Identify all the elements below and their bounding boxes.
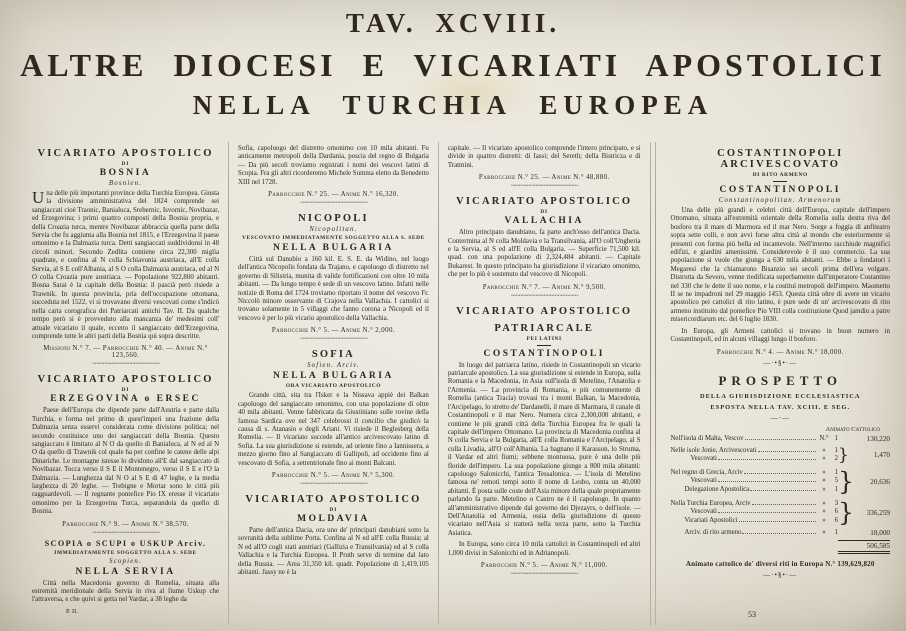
group-brace: } xyxy=(838,498,854,528)
paragraph: In Europa, sono circa 10 mila cattolici in Costantinopoli ed altri 1,000 divisi in Salonicchi ed in Adrianopoli. xyxy=(447,541,641,557)
section-subheading: IMMEDIATAMENTE SOGGETTO ALLA S. SEDE xyxy=(54,549,197,556)
table-row xyxy=(671,529,839,538)
row-label: Vescovati xyxy=(690,455,717,463)
table-group xyxy=(671,445,891,465)
row-label: Nella Turchia Europea, Arciv xyxy=(670,499,751,507)
table-total-row xyxy=(671,540,891,554)
row-mark: » xyxy=(822,516,826,524)
squiggle-divider xyxy=(32,361,219,368)
section-heading: VICARIATO APOSTOLICO xyxy=(37,148,214,159)
section-heading: NICOPOLI xyxy=(298,213,369,225)
table-row xyxy=(671,477,839,486)
section-subheading: PEI LATINI xyxy=(526,335,562,342)
row-count: 1 xyxy=(834,468,838,476)
table-row xyxy=(671,455,839,464)
squiggle-divider xyxy=(32,530,219,537)
section-heading: VICARIATO APOSTOLICO xyxy=(37,374,214,386)
stats-line: Parrocchie N.° 5. — Anime N.° 2,000. xyxy=(271,327,395,335)
group-value: 336,259 xyxy=(866,508,890,517)
row-mark: » xyxy=(822,446,826,454)
stats-line: Parrocchie N.° 9. — Anime N.° 38,570. xyxy=(62,520,189,528)
paragraph: Parte dell'antica Dacia, ora uno de' principati danubiani sotto la sovranità della sublime Porta. Confina al N ed all'E colla Russia; al N ed all'O cogli stati austriaci (Gallizia e Transilvania) ed al S colla Vallachia e la Turchia Europea. Il Pruth serve di termine dal lato della Russia. — Area 31,350 kil. quadr. Popolazione di 1,419,105 abitanti. Jassy ne è la xyxy=(238,526,429,576)
group-brace: } xyxy=(838,445,849,466)
leader-dots xyxy=(752,504,816,505)
row-mark: » xyxy=(822,508,826,516)
table-group xyxy=(671,529,891,538)
row-mark: » xyxy=(822,477,826,485)
paragraph: In Europa, gli Armeni cattolici si trovano in buon numero in Costantinopoli, ed in alcuni villaggi lungo il bosforo. xyxy=(670,327,890,344)
row-label: Arciv. di rito armeno xyxy=(684,529,742,537)
stats-line: Parrocchie N.° 7. — Anime N.° 9,500. xyxy=(482,283,606,291)
table-footer-line: Animato cattolico de' diversi riti in Europa N.° 139,629,820 xyxy=(685,559,875,568)
region-heading: NELLA SERVIA xyxy=(75,566,176,577)
row-count: 3 xyxy=(834,499,838,507)
row-count: 1 xyxy=(834,485,838,493)
column-1 xyxy=(26,142,225,625)
row-mark: » xyxy=(822,468,826,476)
squiggle-divider xyxy=(238,200,429,207)
row-mark: N.° xyxy=(819,434,829,442)
section-heading-2: PATRIARCALE xyxy=(494,322,595,334)
paragraph: Grande città, sita tra l'Isker e la Nissava appiè dei Balkan capoluogo del sangiaccato omonimo, con una popolazione di oltre 40 mila abitanti. Venne fabbricata da Giustiniano sulle rovine della famosa Sardica ove nel 347 celebrossi il concilio che giudicò la causa di s. Atanasio e degli Ariani. Vi risiede il Beglesberg della Romelia. — Il vicariato succede all'antico arcivescovato latino di Sofia. La sua giurisdizione si estende, ad oriente fino a Iannissera, a mezzo giorno fino al Sangiaccato di Gallipoli, ad occidente fino al vescovato di Sofia, a settentrionale fino ai monti Balcani. xyxy=(238,392,429,467)
row-count: 2 xyxy=(834,455,838,463)
row-mark: » xyxy=(822,499,826,507)
prospetto-subtitle: DELLA GIURISDIZIONE ECCLESIASTICA xyxy=(700,392,861,400)
section-name: COSTANTINOPOLI xyxy=(719,185,841,195)
paragraph-text: na delle più importanti province della Turchia Europea. Giusta la divisione amministrativa del 1824 comprende sei sangiaccati cioè Traonic, Banialuca, Srebernic, Isvornic, Novibazar, ed Erzegovina; i primi quattro composti della Bosnia propria, e della Croazia turca, mentre Novibazar abbraccia quella parte della Servia che fu aggiunta alla Bosnia nel 1815, e l'Erzegovina il paese omonimo e la Dalmazia turca. Detti sangiaccati suddividonsi in 48 circoli minori. Secondo Zedlita contiene circa 22,300 miglia quadrate, e confina al N colla Schiavonia austriaca, all'E colla Servia, al S E coll'Albania, al S O colla Dalmazia austriaca, ed al N O colla Croazia pure austriaca. — Popolazione 922,800 abitanti. Bosna Sarai è la capitale della Bosnia: il pascià però risiede a Trawnik. In questa provincia, pria dell'occupazione ottomana, succeduta nel 1522, vi si trovavano diversi vescovati come s'indicò nella carta corografica dei Patriarcati antichi Tav. II. Da qualche tempo però si è provveduto alla mancanza de' medesimi coll' attuale vicariato il quale, eccetto il sangiaccato dell'Erzegovina, comprende tutte le altri parti della Bosnia qui sopra descritte. xyxy=(32,190,220,340)
table-row xyxy=(671,447,839,456)
stats-line: Parrocchie N.° 25. — Anime N.° 16,320. xyxy=(268,191,399,199)
latin-name: Constantinopolitan. Armenorum xyxy=(718,197,842,204)
section-heading: VICARIATO APOSTOLICO xyxy=(456,196,633,208)
row-count: 6 xyxy=(834,508,838,516)
section-name: VALLACHIA xyxy=(504,216,584,227)
prospetto-subtitle-2: ESPOSTA NELLA TAV. XCIII. E SEG. xyxy=(710,403,851,411)
column-divider-double xyxy=(655,142,656,625)
column-divider xyxy=(228,142,229,625)
group-value: 1,470 xyxy=(873,451,890,460)
squiggle-divider xyxy=(448,571,641,578)
table-group xyxy=(671,435,891,444)
latin-name: Sofien. Arciv. xyxy=(307,362,360,370)
table-row xyxy=(671,435,839,444)
section-subheading: VESCOVATO IMMEDIATAMENTE SOGGETTO ALLA S. SEDE xyxy=(242,235,425,242)
paragraph: In luogo del patriarca latino, risiede in Costantinopoli un vicario patriarcale apostolico. La sua giurisdizione si estende in Europa, sulla Romania e la Macedonia, in Asia sull'isola di Metelino, l'Anatolia e l'Armenia. — La provincia di Romania, e più comunemente di Romelia (antica Tracia) trovasi tra i monti Balkan, la Macedonia, l'Arcipelago, lo stretto de' Dardanelli, il mare di Marmara, il canale di Costantinopoli e il mar Nero. Numera circa 2,300,000 abitanti, e contiene le più grandi città della Turchia Europea fra le quali la capitale dell'impero Ottomano. La provincia di Macedonia confina al N colla Servia e la Bulgaria, all'E colla Romania e l'Arcipelago, al S colla Livadia, all'O coll'Albania. La bagnano il Karasson, lo Struma, il Vardar ed altri fiumi; sebbene montuosa, pure è una delle più floride dell'impero. La sua popolazione giunge a 800 mila abitanti: capoluogo Salonicchi, l'antica Tessalonica. — L'isola di Metelino famosa ne' remoti tempi sotto il nome di Lesbo, conta un 40,000 abitanti. È posta sulle coste dell'Asia minore della quale propriamente parlando fa parte. Metelino o Castro ne è il capoluogo. In quanto all'amministrativo dipende dal governo dei Djezayrs, o dell'isole. — Dell'Anatolia ed Armenia, ossia della giurisdizione di questo vicariato nell'Asia si tratterà nella terza parte, sotto la Turchia Asiatica. xyxy=(447,361,641,537)
latin-name: Scopien. xyxy=(109,557,142,565)
section-heading-di: DI xyxy=(540,209,549,216)
row-label: Nel regno di Grecia, Arciv xyxy=(670,468,743,476)
leader-dots xyxy=(742,533,816,534)
dash-separator xyxy=(537,345,551,346)
section-heading: VICARIATO APOSTOLICO xyxy=(245,493,422,505)
column-divider xyxy=(650,142,651,625)
section-subheading: ORA VICARIATO APOSTOLICO xyxy=(285,383,382,390)
page-title: ALTRE DIOCESI E VICARIATI APOSTOLICI xyxy=(20,47,886,83)
region-heading: NELLA BULGARIA xyxy=(273,371,394,382)
ornament-divider xyxy=(671,359,891,367)
paragraph: Una delle più grandi e celebri città dell'Europa, capitale dell'impero Ottomano, situata all'estremità orientale della Romelia sulla destra riva del bosforo tra il mare di Marmora ed il mar Nero. Sorge a foggia di anfiteatro sopra sette colli, e non avvi forse altra città al mondo che esteriormente si presenti con forma più bella ed incantevole. Nell'interno racchiude magnifici edifizi, e giardini amenissimi. Considerevole è il suo commercio. La sua popolazione si vuole che giunga a 630 mila abitanti. — Ebbe a fondatori i Megaresi che la chiamarono Bisanzio sei secoli prima dell'era volgare. Distrutta da Severo, venne riedificata superbamente dall'imperatore Costantino nel 330 che le dette il suo nome, e la costituì metropoli dell'impero. Maometto II se ne impadronì nel 29 maggio 1453. Questa città oltre di avere un vicario apostolico pei cattolici di rito latino, è pure sede di un' arcivescovato di rito armeno instituito dal pontefice Pio VIII colla costituzione Quod jamdiu a patre misericordiarum etc. del 6 luglio 1830. xyxy=(670,207,890,324)
row-label: Delegazione Apostolica xyxy=(684,485,750,493)
group-value: 130,220 xyxy=(866,434,890,443)
table-row xyxy=(671,469,839,478)
signature-mark: P. II. xyxy=(66,607,78,615)
paragraph: Sofia, capoluogo del distretto omonimo con 10 mila abitanti. Fu anticamente metropoli della Dardania, poscia del regno di Bulgaria — Da più secoli troviamo registrati i nomi dei vescovi latini di Scopia. Fra gli altri ricorderemo Michele Summa eletto da Benedetto XIII nel 1728. xyxy=(238,145,429,186)
table-row xyxy=(671,486,839,495)
row-mark: » xyxy=(822,485,826,493)
section-name: BOSNIA xyxy=(99,168,152,178)
column-divider xyxy=(438,142,439,625)
section-subheading: DI RITO ARMENO xyxy=(752,172,808,178)
row-count: 5 xyxy=(834,477,838,485)
row-label: Vicariati Apostolici xyxy=(684,516,738,524)
dash-separator xyxy=(773,181,787,182)
section-heading: SCOPIA o SCUPI o USKUP Arciv. xyxy=(44,538,207,548)
table-group xyxy=(671,467,891,496)
group-value: 18,000 xyxy=(870,529,890,538)
table-column-header: Animato Cattolico xyxy=(825,425,880,433)
table-row xyxy=(671,508,839,517)
prospetto-table xyxy=(671,426,891,579)
stats-line: Parrocchie N.° 5. — Anime N.° 5,300. xyxy=(271,471,395,479)
row-label: Vescovati xyxy=(690,508,717,516)
squiggle-divider xyxy=(448,183,641,190)
paragraph xyxy=(32,190,219,341)
drop-cap: U xyxy=(32,188,45,207)
leader-dots xyxy=(750,490,816,491)
row-label: Nelle isole Jonie, Arcivescovati xyxy=(670,446,757,454)
column-4 xyxy=(659,142,897,625)
section-heading: COSTANTINOPOLI ARCIVESCOVATO xyxy=(717,148,844,170)
prospetto-title: PROSPETTO xyxy=(718,372,842,388)
row-count: 6 xyxy=(834,516,838,524)
stats-line: Parrocchie N.° 5. — Anime N.° 11,000. xyxy=(480,562,608,569)
stats-line: Parrocchie N.° 25. — Anime N.° 48,880. xyxy=(478,174,610,182)
leader-dots xyxy=(758,451,816,452)
row-count: 1 xyxy=(834,446,838,454)
table-total-value: 506,585 xyxy=(838,540,890,554)
section-heading-di: DI xyxy=(121,387,130,394)
squiggle-divider xyxy=(238,336,429,343)
page-number: 53 xyxy=(748,610,756,619)
group-value: 20,636 xyxy=(870,477,890,486)
section-heading-di: DI xyxy=(329,506,338,513)
leader-dots xyxy=(718,512,816,513)
columns-container xyxy=(26,142,896,625)
paragraph: Città sul Danubio a 160 kil. E. S. E. da Widino, nel luogo dell'antica Nicopolis fondata da Trajano, e capoluogo di distretto nel governo di Silistria, munita di valide fortificazioni con oltre 10 mila abitanti. — Da lungo tempo è sede di un vescovo latino. Infatti nelle notizie di Roma del 1724 troviamo riportato il nome del vescovo Fr. Niccolò minore osservante di Crajova nella Vallachia. I cattolici si trovano solamente in 5 villaggi che fanno corona a Nicopoli ed il vescovo è per lo più vicario apostolico della Vallachia. xyxy=(238,256,429,322)
plate-number: TAV. XCVIII. xyxy=(345,8,561,38)
paragraph: capitale. — Il vicariato apostolico comprende l'intero principato, e si divide in quattro distretti: di Iassi; del Sereth; della Bistricza e di Tratmini. xyxy=(447,145,641,169)
table-row xyxy=(671,517,839,526)
leader-dots xyxy=(745,439,816,440)
leader-dots xyxy=(718,481,816,482)
section-name: ERZEGOVINA o ERSEC xyxy=(50,394,201,405)
stats-line: Parrocchie N.° 4. — Anime N.° 18,000. xyxy=(716,348,844,356)
column-2 xyxy=(232,142,435,625)
table-group xyxy=(671,498,891,527)
latin-name: Bosnien. xyxy=(108,180,143,187)
stats-line: Missioni N.° 7. — Parrocchie N.° 40. — Anime N.° 123,560. xyxy=(43,345,208,360)
ornament-divider xyxy=(671,571,891,579)
leader-dots xyxy=(739,521,816,522)
row-count: 1 xyxy=(834,529,838,537)
row-label: Nell'isola di Malta, Vescov xyxy=(670,434,744,442)
paragraph: Paese dell'Europa che dipende parte dall'Austria e parte dalla Turchia, e forma nel primo di quest'imperi una frazione della Dalmazia senza esservi considerata come divisione politica; nel secondo costituisce uno dei sangiaccati della Bosnia. Questo sangiaccato è limitato al N O da quello di Banialuca, al N ed al N O da quello di Trawnik col quale ha per confine le catene delle alpi Dinariche. Le montagne istesse lo dividono all'E dal sangiaccato di Novibazar. Tocca verso il S E il Montenegro, verso il S E e l'O la Dalmazia. — Lunghezza dal N O al S E di 47 leghe, e la media larghezza di 20 leghe. — Trebigne e Mortar sono le città più ragguardevoli. — Il regnante pontefice Pio IX eresse il vicariato omonimo per la Erzegovina Turca, separandola da quello di Bosnia. xyxy=(32,407,220,516)
section-name: MOLDAVIA xyxy=(297,513,370,524)
section-heading: SOFIA xyxy=(311,349,355,361)
latin-name: Nicopolitan. xyxy=(309,226,358,234)
table-row xyxy=(671,500,839,509)
title-block xyxy=(0,8,906,121)
section-heading: VICARIATO APOSTOLICO xyxy=(456,305,633,317)
section-heading-di: DI xyxy=(121,161,130,167)
section-name: COSTANTINOPOLI xyxy=(483,348,605,359)
squiggle-divider xyxy=(448,293,641,300)
leader-dots xyxy=(744,473,816,474)
column-3 xyxy=(442,142,647,625)
row-label: Vescovati xyxy=(690,477,717,485)
row-mark: » xyxy=(822,529,826,537)
paragraph: Città nella Macedonia governo di Romelia, situata alla estremità meridionale della Servia in riva al fiume Uskup che l'attraversa, e che quivi si getta nel Vardar, a 38 leghe da xyxy=(32,579,220,604)
row-count: 1 xyxy=(834,434,838,442)
group-brace: } xyxy=(838,467,854,497)
region-heading: NELLA BULGARIA xyxy=(273,243,394,254)
leader-dots xyxy=(718,459,816,460)
row-mark: » xyxy=(822,455,826,463)
page-subtitle: NELLA TURCHIA EUROPEA xyxy=(192,90,714,120)
ornament-divider-small xyxy=(671,414,891,422)
paragraph: Altro principato danubiano, fa parte anch'esso dell'antica Dacia. Contermina al N colla Moldavia e la Transilvania, all'O coll'Ungheria e la Servia, al S ed all'E colla Bulgaria. — Superficie 71,500 kil. quad. con una popolazione di 2,324,484 abitanti. — Capitale Bukarest. In questo principato ha giurisdizione il vicariato omonimo, che per lo più è sostenuto dal vescovo di Nicopoli. xyxy=(447,229,641,279)
squiggle-divider xyxy=(238,481,429,488)
